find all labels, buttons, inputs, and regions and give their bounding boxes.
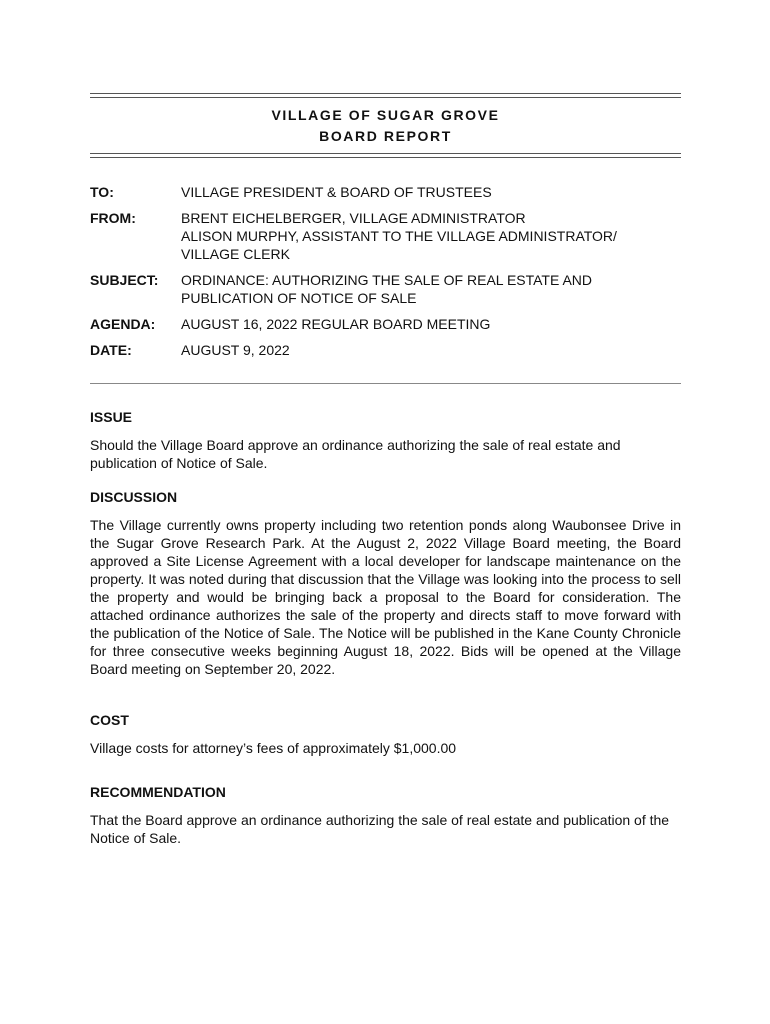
subject-value — [181, 271, 592, 307]
report-title-line1: VILLAGE OF SUGAR GROVE — [271, 107, 500, 123]
memo-divider — [90, 383, 681, 384]
issue-text: Should the Village Board approve an ordinance authorizing the sale of real estate and publication of Notice of Sale. — [90, 437, 621, 471]
agenda-label: AGENDA: — [90, 316, 156, 332]
recommendation-text: That the Board approve an ordinance authorizing the sale of real estate and publication of the Notice of Sale. — [90, 812, 670, 846]
subject-line: ORDINANCE: AUTHORIZING THE SALE OF REAL ESTATE AND — [181, 272, 592, 288]
to-label: TO: — [90, 184, 114, 200]
report-title-line2: BOARD REPORT — [319, 128, 452, 144]
discussion-text: The Village currently owns property including two retention ponds along Waubonsee Drive in the Sugar Grove Research Park. At the August 2, 2022 Village Board meeting, the Board approved a Site License Agreement with a local developer for landscape maintenance on the property. It was noted during that discussion that the Village was looking into the process to sell the property and would be bringing back a proposal to the Board for consideration. The attached ordinance authorizes the sale of the property and directs staff to move forward with the publication of the Notice of Sale. The Notice will be published in the Kane County Chronicle for three consecutive weeks beginning August 18, 2022. Bids will be opened at the Village Board meeting on September 20, 2022. — [90, 517, 681, 677]
subject-line: PUBLICATION OF NOTICE OF SALE — [181, 290, 417, 306]
recommendation-heading: RECOMMENDATION — [90, 784, 226, 800]
cost-text: Village costs for attorney’s fees of approximately $1,000.00 — [90, 740, 457, 756]
from-value — [181, 209, 617, 263]
agenda-value: AUGUST 16, 2022 REGULAR BOARD MEETING — [181, 316, 491, 332]
from-line: BRENT EICHELBERGER, VILLAGE ADMINISTRATOR — [181, 210, 526, 226]
from-line: ALISON MURPHY, ASSISTANT TO THE VILLAGE ADMINISTRATOR/ — [181, 228, 617, 244]
issue-heading: ISSUE — [90, 409, 133, 425]
date-label: DATE: — [90, 342, 132, 358]
from-line: VILLAGE CLERK — [181, 246, 290, 262]
to-value: VILLAGE PRESIDENT & BOARD OF TRUSTEES — [181, 184, 492, 200]
from-label: FROM: — [90, 210, 136, 226]
header-top-rule — [90, 93, 681, 98]
subject-label: SUBJECT: — [90, 272, 159, 288]
date-value: AUGUST 9, 2022 — [181, 342, 290, 358]
discussion-heading: DISCUSSION — [90, 489, 178, 505]
header-bottom-rule — [90, 153, 681, 158]
cost-heading: COST — [90, 712, 129, 728]
